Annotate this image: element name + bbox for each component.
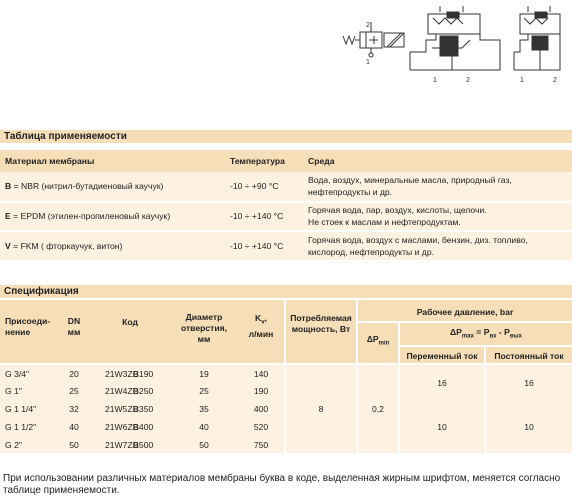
power-value: 8	[318, 404, 324, 414]
header-temperature: Температура	[230, 156, 285, 166]
header-code: Код	[122, 317, 138, 327]
temperature-epdm: -10 ÷ +140 °C	[230, 211, 284, 221]
header-diameter: Диаметр отверстия, мм	[180, 312, 228, 344]
applicability-table-title: Таблица применяемости	[0, 130, 572, 143]
dc-pressure-high: 16	[524, 378, 534, 388]
header-material: Материал мембраны	[5, 156, 95, 166]
material-epdm: E = EPDM (этилен-пропиленовый каучук)	[5, 211, 171, 221]
header-dc: Постоянный ток	[494, 351, 564, 361]
ac-pressure-low: 10	[437, 422, 447, 432]
port-label: 1	[366, 59, 370, 66]
specification-table-title: Спецификация	[0, 285, 572, 298]
header-pmax: $\Delta P_{max} = P_{вх} - P_{вых}$	[449, 327, 523, 340]
header-pressure-group: Рабочее давление, bar	[416, 307, 514, 317]
medium-fkm-line1: Горячая вода, воздух с маслами, бензин, диз. топливо,	[308, 235, 528, 245]
header-medium: Среда	[308, 156, 335, 166]
port-label: 2	[466, 77, 470, 84]
port-label: 2	[366, 22, 370, 29]
temperature-fkm: -10 ÷ +140 °C	[230, 241, 284, 251]
port-label: 2	[553, 77, 557, 84]
medium-epdm-line2: Не стоек к маслам и нефтепродуктам.	[308, 217, 461, 227]
valve-section-open	[514, 6, 560, 70]
header-ac: Переменный ток	[406, 351, 478, 361]
port-label: 1	[520, 77, 524, 84]
valve-section-closed	[410, 6, 500, 70]
medium-nbr-line1: Вода, воздух, минеральные масла, природный газ,	[308, 175, 512, 185]
valve-schematic-diagrams	[0, 0, 572, 118]
material-fkm: V = FKM ( фторкаучук, витон)	[5, 241, 123, 251]
header-power: Потребляемая мощность, Вт	[290, 313, 352, 334]
temperature-nbr: -10 ÷ +90 °C	[230, 181, 279, 191]
header-dn: DN мм	[67, 316, 81, 337]
header-kv: $K_v$, л/мин	[248, 313, 274, 339]
footnote: При использовании различных материалов мембраны буква в коде, выделенная жирным шрифтом, меняется согласно таблице применяемости.	[3, 473, 561, 496]
material-nbr: B = NBR (нитрил-бутадиеновый каучук)	[5, 181, 164, 191]
medium-nbr-line2: нефтепродукты и др.	[308, 187, 393, 197]
ac-pressure-high: 16	[437, 378, 447, 388]
header-pmin: $\Delta P_{min}$	[366, 334, 390, 347]
pmin-value: 0,2	[372, 404, 384, 414]
valve-symbol	[343, 22, 404, 57]
dc-pressure-low: 10	[524, 422, 534, 432]
port-label: 1	[433, 77, 437, 84]
header-connection: Присоеди- нение	[5, 316, 51, 337]
medium-epdm-line1: Горячая вода, пар, воздух, кислоты, щелочи.	[308, 205, 487, 215]
medium-fkm-line2: кислород, нефтепродукты и др.	[308, 247, 434, 257]
